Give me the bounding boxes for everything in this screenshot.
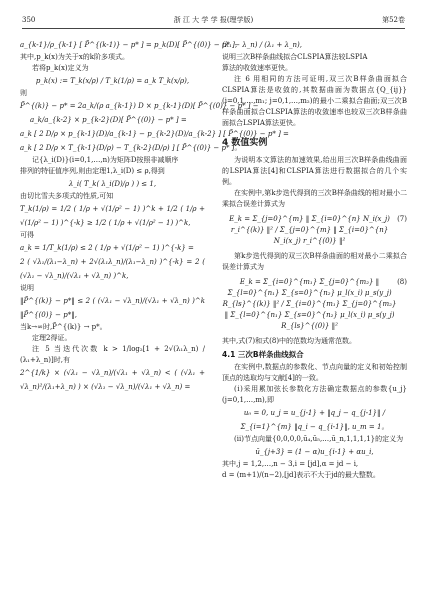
equation-number: (7)	[397, 215, 407, 223]
equation-knot-vector: ū_{j+3} = (1 − α)u_{i-1} + αu_i,	[255, 448, 374, 456]
equation-line: (λ₁ − λ_n) / (λ₁ + λ_n),	[222, 41, 302, 49]
subsection-title: 4.1 三次B样条曲线拟合	[222, 350, 304, 359]
equation-line: a_k [ 2 D/ρ × T_{k-1}(D/ρ) − T_{k-2}(D/ρ) ] [ P̃^{(0)} − p* ]。	[20, 144, 242, 152]
text-line: 其中,p_k(x)为关于x的k阶多项式。	[20, 53, 130, 61]
text-line: 若将p_k(x)定义为	[32, 64, 89, 72]
note-6: 注 6 用相同的方法可证明,双三次B样条曲面拟合CLSPIA算法是收敛的,其数据曲面为数据点{Q_{ij}}(i=0,1,…,m₁; j=0,1,…,m₂)的最小二乘拟合曲面;双三次B样条曲面拟合CLSPIA算法的收敛速率也较双三次B样条曲面拟合LSPIA算法更快。	[222, 75, 407, 127]
paragraph: 为说明本文算法的加速效果,给出用三次B样条曲线曲面的LSPIA算法[4]和CLSPIA算法进行数据拟合的几个实例。	[222, 156, 407, 186]
equation-pk-definition: p_k(x) := T_k(x/ρ) / T_k(1/ρ) = a_k T_k(x/ρ),	[35, 77, 190, 85]
journal-title: 浙 江 大 学 学 报(理学版)	[173, 16, 254, 24]
text-line: 可得	[20, 231, 34, 239]
text-line: 说明三次B样条曲线拟合CLSPIA算法较LSPIA	[222, 53, 368, 61]
text-line: 算法的收敛速率更快。	[222, 64, 292, 72]
section-title: 4 数值实例	[222, 138, 268, 148]
equation-line: 2 ( √λ₁/(λ₁−λ_n) + 2√(λ₁λ_n)/(λ₁−λ_n) )^{-k} = 2 ( (√λ₁ − √λ_n)/(√λ₁ + √λ_n) )^k,	[20, 258, 205, 280]
text-line: 则	[20, 89, 27, 97]
paragraph: 在实例中,数据点的参数化、节点向量的定义和初始控制顶点的选取均与文献[4]的一致。	[222, 363, 407, 382]
page-number: 350	[22, 16, 36, 24]
equation-line: a_k/a_{k-2} × p_{k-2}(D)[ P̃^{(0)} − p* ] =	[30, 116, 187, 124]
equation-7-body: E_k = Σ_{j=0}^{m} ‖ Σ_{i=0}^{n} N_i(x_j) r_i^{(k)} ‖² / Σ_{j=0}^{m} ‖ Σ_{i=0}^{n} N_i(x_j) r_i^{(0)} ‖²	[229, 215, 390, 245]
running-header	[22, 14, 405, 29]
text-line: 由切比雪夫多项式的性质,可知	[20, 192, 114, 200]
equation-number: (8)	[397, 278, 407, 286]
equation-line: a_k = 1/T_k(1/ρ) ≤ 2 ( 1/ρ + √(1/ρ² − 1) )^{-k} =	[20, 244, 194, 252]
equation-chebyshev: T_k(1/ρ) = 1/2 ( 1/ρ + √(1/ρ² − 1) )^k + 1/2 ( 1/ρ + √(1/ρ² − 1) )^{-k} ≥ 1/2 ( 1/ρ + √(1/ρ² − 1) )^k,	[20, 205, 205, 227]
text-line: d = (m+1)/(n−2),[jd]表示不大于jd的最大整数。	[222, 471, 380, 479]
equation-8-body: E_k = Σ_{i=0}^{m₁} Σ_{j=0}^{m₂} ‖ Σ_{l=0}^{n₁} Σ_{s=0}^{n₂} μ_l(x_i) μ_s(y_j) R_{ls}^{(k)} ‖² / Σ_{i=0}^{m₁} Σ_{j=0}^{m₂} ‖ Σ_{l=0}^{n₁} Σ_{s=0}^{n₂} μ_l(x_i) μ_s(y_j) R_{ls}^{(0)} ‖²	[222, 278, 397, 330]
paragraph: 第k步迭代得到的双三次B样条曲面的相对最小二乘拟合误差计算式为	[222, 252, 407, 271]
paragraph: (ⅰ)采用累加弦长参数化方法确定数据点的参数{u_j}(j=0,1,…,m),即	[222, 385, 407, 404]
text-line: 其中,j = 1,2,…,n − 3,i = [jd],α = jd − i,	[222, 460, 359, 468]
equation-7	[222, 214, 407, 247]
paragraph: 在实例中,第k步迭代得到的三次B样条曲线的相对最小二乘拟合误差计算式为	[222, 189, 407, 208]
right-column	[222, 38, 407, 589]
equation-line: P̃^{(k)} − p* = 2a_k/(ρ a_{k-1}) D × p_{k-1}(D)[ P̃^{(0)} − p* ] −	[20, 102, 259, 110]
equation-convergence: ‖P̃^{(k)} − p*‖ ≤ 2 ( (√λ₁ − √λ_n)/(√λ₁ + √λ_n) )^k ‖P̃^{(0)} − p*‖,	[20, 297, 205, 319]
equation-8	[222, 277, 407, 332]
volume-label: 第52卷	[382, 16, 405, 24]
text-line: 其中,式(7)和式(8)中的范数均为通常范数。	[222, 337, 357, 345]
text-line: 定理2得证。	[32, 334, 72, 342]
text-line: 当k→∞时,P̃^{(k)} → p*。	[20, 323, 107, 331]
text-line: 说明	[20, 284, 34, 292]
note-5: 注 5 当迭代次数 k > 1/log₂[1 + 2√(λ₁λ_n) / (λ₁+λ_n)]时,有	[20, 345, 205, 364]
equation-parameterization: u₀ = 0, u_j = u_{j-1} + ‖q_j − q_{j-1}‖ / Σ_{i=1}^{m} ‖q_i − q_{i-1}‖, u_m = 1。	[240, 409, 389, 431]
paragraph: (ⅱ)节点向量{0,0,0,0,ū₄,ū₅,…,ū_n,1,1,1,1}的定义为	[234, 435, 404, 443]
equation-eigenvalue-bound: λ_i( T_k( λ_i(D)/ρ ) ) ≤ 1,	[68, 180, 157, 188]
equation-line: 2^{1/k} × (√λ₁ − √λ_n)/(√λ₁ + √λ_n) < ( (√λ₁ + √λ_n)²/(λ₁+λ_n) ) × (√λ₁ − √λ_n)/(√λ₁ + √λ_n) =	[20, 369, 205, 391]
text-line: 排列的特征值序列,则由定理1,λ_i(D) ≤ ρ,得到	[20, 167, 165, 175]
text-line: 记{λ_i(D)}(i=0,1,…,n)为矩阵D按照非减顺序	[32, 156, 179, 164]
equation-line: a_k [ 2 D/ρ × p_{k-1}(D)/a_{k-1} − p_{k-2}(D)/a_{k-2} ] [ P̃^{(0)} − p* ] =	[20, 130, 289, 138]
equation-line: a_{k-1}/ρ_{k-1} [ P̃^{(k-1)} − p* ] = p_k(D)[ P̃^{(0)} − p* ],	[20, 41, 238, 49]
